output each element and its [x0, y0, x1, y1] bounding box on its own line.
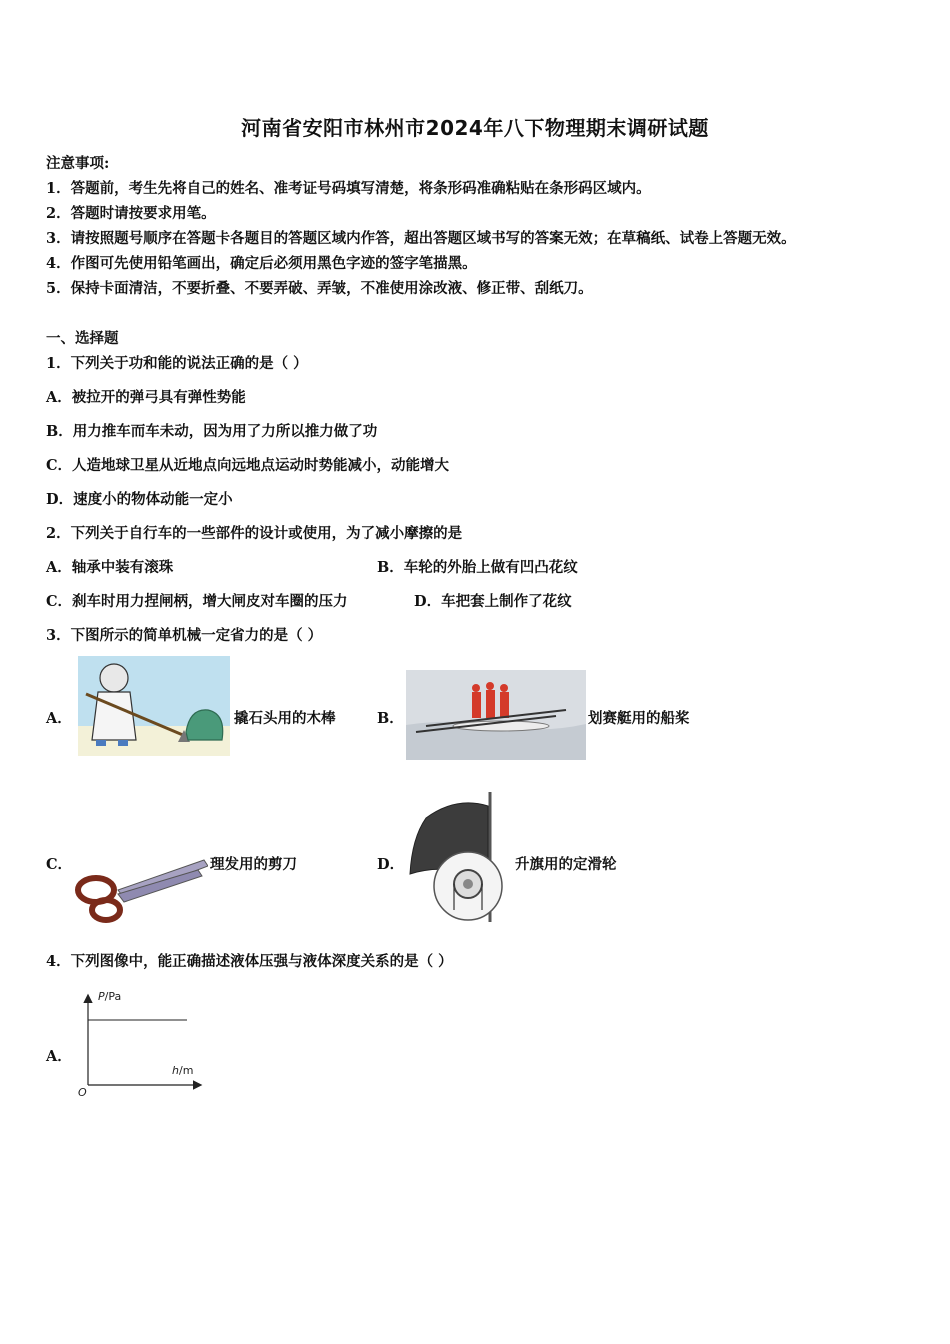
q3-option-a-letter: A． [46, 710, 72, 727]
q1-option-a: A．被拉开的弹弓具有弹性势能 [46, 389, 246, 406]
q3-stem: 3．下图所示的简单机械一定省力的是（ ） [46, 627, 323, 644]
pressure-depth-graph [74, 984, 210, 1102]
y-axis-label: P/Pa [98, 990, 122, 1003]
q4-option-a-letter: A． [46, 1048, 72, 1065]
q3-option-b-letter: B． [377, 710, 404, 727]
notice-item: 5．保持卡面清洁，不要折叠、不要弄破、弄皱，不准使用涂改液、修正带、刮纸刀。 [46, 280, 593, 297]
x-axis-label: h/m [172, 1064, 194, 1077]
q3-option-b-caption: 划赛艇用的船桨 [588, 710, 690, 727]
q2-option-a: A．轴承中装有滚珠 [46, 559, 174, 576]
q2-option-d: D．车把套上制作了花纹 [414, 593, 572, 610]
q2-option-b: B．车轮的外胎上做有凹凸花纹 [377, 559, 578, 576]
q3-option-c-caption: 理发用的剪刀 [210, 856, 297, 873]
q3-option-d-caption: 升旗用的定滑轮 [515, 856, 617, 873]
q1-option-c: C．人造地球卫星从近地点向远地点运动时势能减小，动能增大 [46, 457, 450, 474]
notice-item: 4．作图可先使用铅笔画出，确定后必须用黑色字迹的签字笔描黑。 [46, 255, 477, 272]
q1-option-b: B．用力推车而车未动，因为用了力所以推力做了功 [46, 423, 378, 440]
origin-label: O [78, 1086, 87, 1099]
section-heading: 一、选择题 [46, 330, 119, 347]
q3-option-a-caption: 撬石头用的木棒 [234, 710, 336, 727]
rowing-photo [406, 670, 586, 760]
notice-item: 1．答题前，考生先将自己的姓名、准考证号码填写清楚，将条形码准确粘贴在条形码区域内。 [46, 180, 651, 197]
flagpole-pulley-illustration [406, 792, 510, 922]
page-title: 河南省安阳市林州市2024年八下物理期末调研试题 [241, 116, 709, 140]
q2-stem: 2．下列关于自行车的一些部件的设计或使用，为了减小摩擦的是 [46, 525, 463, 542]
q3-option-c-letter: C． [46, 856, 73, 873]
lever-illustration [78, 656, 230, 756]
q2-option-c: C．刹车时用力捏闸柄，增大闸皮对车圈的压力 [46, 593, 348, 610]
notice-item: 2．答题时请按要求用笔。 [46, 205, 216, 222]
q1-option-d: D．速度小的物体动能一定小 [46, 491, 233, 508]
q4-stem: 4．下列图像中，能正确描述液体压强与液体深度关系的是（ ） [46, 953, 453, 970]
notice-heading: 注意事项: [46, 155, 110, 172]
notice-item: 3．请按照题号顺序在答题卡各题目的答题区域内作答，超出答题区域书写的答案无效；在草稿纸、试卷上答题无效。 [46, 230, 796, 247]
scissors-illustration [74, 856, 208, 926]
q3-option-d-letter: D． [377, 856, 405, 873]
q1-stem: 1．下列关于功和能的说法正确的是（ ） [46, 355, 308, 372]
